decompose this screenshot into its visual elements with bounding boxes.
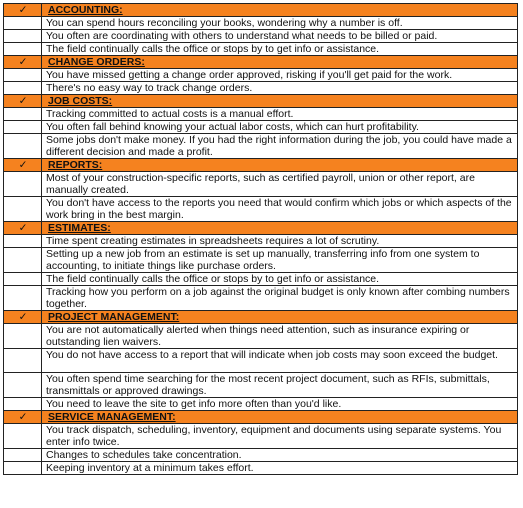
- checkbox-cell[interactable]: [4, 17, 42, 30]
- checkmark-icon: ✓: [4, 159, 42, 172]
- checkbox-cell[interactable]: [4, 172, 42, 197]
- checkbox-cell[interactable]: [4, 69, 42, 82]
- checkbox-cell[interactable]: [4, 121, 42, 134]
- section-title: ESTIMATES:: [42, 222, 518, 235]
- section-header-row: [4, 159, 518, 172]
- checkmark-icon: ✓: [4, 56, 42, 69]
- section-title: JOB COSTS:: [42, 95, 518, 108]
- checkbox-cell[interactable]: [4, 82, 42, 95]
- section-title: SERVICE MANAGEMENT:: [42, 411, 518, 424]
- checklist-item-text: Some jobs don't make money. If you had the right information during the job, you could have made a different decision and made a profit.: [42, 134, 518, 159]
- checkbox-cell[interactable]: [4, 424, 42, 449]
- checklist-item-row: [4, 324, 518, 349]
- checklist-item-text: You need to leave the site to get info more often than you'd like.: [42, 398, 518, 411]
- checklist-item-text: You have missed getting a change order approved, risking if you'll get paid for the work.: [42, 69, 518, 82]
- checklist-item-text: Tracking committed to actual costs is a manual effort.: [42, 108, 518, 121]
- checklist-container: [3, 3, 517, 475]
- checklist-item-text: You do not have access to a report that will indicate when job costs may soon exceed the budget.: [42, 349, 518, 373]
- checklist-item-row: [4, 235, 518, 248]
- checklist-item-row: [4, 462, 518, 475]
- checklist-item-text: The field continually calls the office or stops by to get info or assistance.: [42, 273, 518, 286]
- checklist-item-text: Keeping inventory at a minimum takes effort.: [42, 462, 518, 475]
- checklist-item-text: Setting up a new job from an estimate is set up manually, transferring info from one system to accounting, to initiate things like purchase orders.: [42, 248, 518, 273]
- section-header-row: [4, 411, 518, 424]
- checklist-item-row: [4, 134, 518, 159]
- section-title: CHANGE ORDERS:: [42, 56, 518, 69]
- section-header-row: [4, 4, 518, 17]
- checklist-item-text: Most of your construction-specific reports, such as certified payroll, union or other report, are manually created.: [42, 172, 518, 197]
- checklist-item-row: [4, 424, 518, 449]
- checklist-item-row: [4, 82, 518, 95]
- section-header-row: [4, 311, 518, 324]
- checklist-item-row: [4, 373, 518, 398]
- section-title: REPORTS:: [42, 159, 518, 172]
- section-header-row: [4, 95, 518, 108]
- checkmark-icon: ✓: [4, 311, 42, 324]
- checklist-item-row: [4, 43, 518, 56]
- section-title: ACCOUNTING:: [42, 4, 518, 17]
- checklist-item-row: [4, 121, 518, 134]
- checklist-item-text: You often are coordinating with others to understand what needs to be billed or paid.: [42, 30, 518, 43]
- checkbox-cell[interactable]: [4, 324, 42, 349]
- checklist-item-row: [4, 172, 518, 197]
- checklist-item-text: You can spend hours reconciling your books, wondering why a number is off.: [42, 17, 518, 30]
- checklist-body: [4, 4, 518, 475]
- section-header-row: [4, 222, 518, 235]
- checklist-item-row: [4, 349, 518, 373]
- checklist-item-row: [4, 248, 518, 273]
- checklist-item-text: You often spend time searching for the most recent project document, such as RFIs, submittals, transmittals or approved drawings.: [42, 373, 518, 398]
- checkbox-cell[interactable]: [4, 273, 42, 286]
- checkbox-cell[interactable]: [4, 43, 42, 56]
- checklist-item-row: [4, 17, 518, 30]
- checklist-item-text: You often fall behind knowing your actual labor costs, which can hurt profitability.: [42, 121, 518, 134]
- checkmark-icon: ✓: [4, 222, 42, 235]
- checkbox-cell[interactable]: [4, 462, 42, 475]
- checkbox-cell[interactable]: [4, 197, 42, 222]
- checkmark-icon: ✓: [4, 411, 42, 424]
- checklist-item-text: There's no easy way to track change orders.: [42, 82, 518, 95]
- checklist-item-row: [4, 286, 518, 311]
- checkbox-cell[interactable]: [4, 30, 42, 43]
- checklist-item-text: Time spent creating estimates in spreadsheets requires a lot of scrutiny.: [42, 235, 518, 248]
- checklist-item-text: You track dispatch, scheduling, inventory, equipment and documents using separate systems. You enter info twice.: [42, 424, 518, 449]
- checkbox-cell[interactable]: [4, 449, 42, 462]
- checklist-item-text: Changes to schedules take concentration.: [42, 449, 518, 462]
- checklist-item-row: [4, 108, 518, 121]
- checklist-item-row: [4, 398, 518, 411]
- checklist-item-row: [4, 273, 518, 286]
- checklist-item-text: The field continually calls the office or stops by to get info or assistance.: [42, 43, 518, 56]
- checklist-item-row: [4, 449, 518, 462]
- checkbox-cell[interactable]: [4, 248, 42, 273]
- checkbox-cell[interactable]: [4, 134, 42, 159]
- checklist-item-row: [4, 197, 518, 222]
- checkbox-cell[interactable]: [4, 398, 42, 411]
- section-title: PROJECT MANAGEMENT:: [42, 311, 518, 324]
- checkbox-cell[interactable]: [4, 349, 42, 373]
- checkmark-icon: ✓: [4, 4, 42, 17]
- checkbox-cell[interactable]: [4, 108, 42, 121]
- checklist-item-text: Tracking how you perform on a job against the original budget is only known after combing numbers together.: [42, 286, 518, 311]
- pain-points-checklist-table: [3, 3, 518, 475]
- checklist-item-text: You don't have access to the reports you need that would confirm which jobs or which aspects of the work bring in the best margin.: [42, 197, 518, 222]
- checkbox-cell[interactable]: [4, 373, 42, 398]
- checklist-item-row: [4, 30, 518, 43]
- checklist-item-row: [4, 69, 518, 82]
- checkbox-cell[interactable]: [4, 286, 42, 311]
- checklist-item-text: You are not automatically alerted when things need attention, such as insurance expiring or outstanding lien waivers.: [42, 324, 518, 349]
- checkbox-cell[interactable]: [4, 235, 42, 248]
- section-header-row: [4, 56, 518, 69]
- checkmark-icon: ✓: [4, 95, 42, 108]
